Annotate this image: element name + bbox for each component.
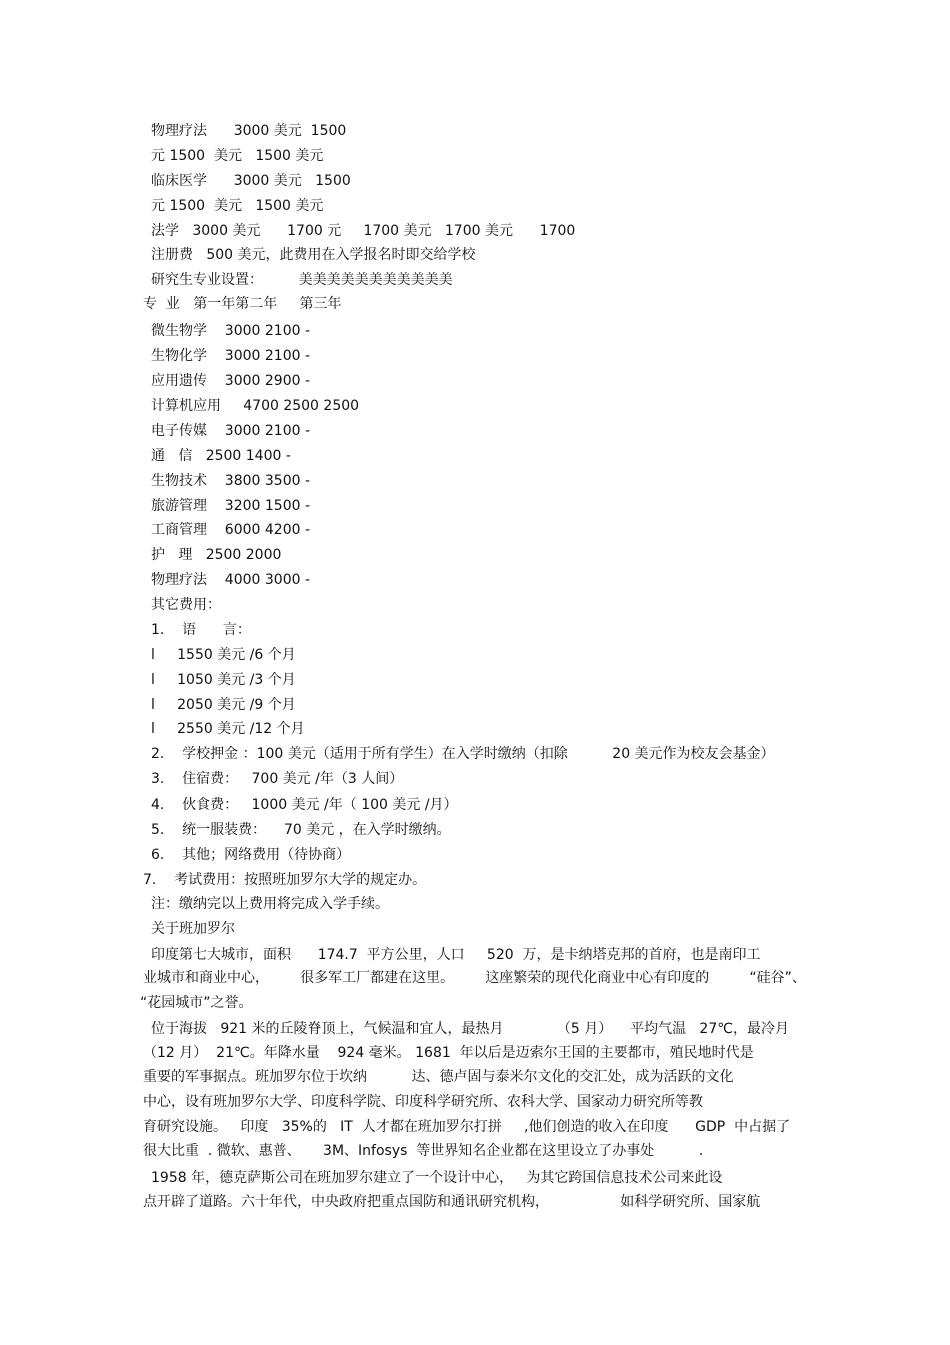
text-line: 5. 统一服装费： 70 美元 ，在入学时缴纳。: [151, 822, 451, 838]
text-line: 点开辟了道路。六十年代，中央政府把重点国防和通讯研究机构， 如科学研究所、国家航: [143, 1194, 761, 1210]
text-line: 物理疗法 3000 美元 1500: [151, 123, 347, 139]
text-line: 计算机应用 4700 2500 2500: [151, 398, 360, 414]
text-line: 关于班加罗尔: [151, 921, 235, 937]
text-line: l 2550 美元 /12 个月: [151, 721, 305, 737]
text-line: 其它费用：: [151, 597, 221, 613]
text-line: 工商管理 6000 4200 -: [151, 522, 311, 538]
text-line: 电子传媒 3000 2100 -: [151, 423, 311, 439]
text-line: 元 1500 美元 1500 美元: [151, 198, 324, 214]
text-line: 通 信 2500 1400 -: [151, 448, 291, 464]
text-line: 印度第七大城市，面积 174.7 平方公里，人口 520 万，是卡纳塔克邦的首府，也是南印工: [151, 947, 761, 963]
text-line: 注：缴纳完以上费用将完成入学手续。: [151, 896, 389, 912]
text-line: 法学 3000 美元 1700 元 1700 美元 1700 美元 1700: [151, 223, 576, 239]
text-line: l 1550 美元 /6 个月: [151, 647, 296, 663]
text-line: （12 月） 21℃。年降水量 924 毫米。 1681 年以后是迈索尔王国的主要都市，殖民地时代是: [143, 1045, 754, 1061]
text-line: 物理疗法 4000 3000 -: [151, 572, 311, 588]
text-line: 生物化学 3000 2100 -: [151, 348, 311, 364]
text-line: 微生物学 3000 2100 -: [151, 323, 311, 339]
text-line: 很大比重 . 微软、惠普、 3M、Infosys 等世界知名企业都在这里设立了办事处 .: [143, 1143, 704, 1159]
text-line: 业城市和商业中心， 很多军工厂都建在这里。 这座繁荣的现代化商业中心有印度的 “硅谷”、: [143, 970, 806, 986]
text-line: 3. 住宿费： 700 美元 /年（3 人间）: [151, 771, 404, 787]
text-line: 1. 语 言：: [151, 622, 251, 638]
text-line: l 1050 美元 /3 个月: [151, 672, 296, 688]
text-line: 重要的军事据点。班加罗尔位于坎纳 达、德卢固与泰米尔文化的交汇处，成为活跃的文化: [143, 1069, 734, 1085]
text-line: 专 业 第一年第二年 第三年: [143, 296, 342, 312]
text-line: l 2050 美元 /9 个月: [151, 697, 296, 713]
text-line: 2. 学校押金 ：100 美元（适用于所有学生）在入学时缴纳（扣除 20 美元作为校友会基金）: [151, 746, 775, 762]
text-line: 生物技术 3800 3500 -: [151, 473, 311, 489]
text-line: 元 1500 美元 1500 美元: [151, 148, 324, 164]
text-line: 6. 其他；网络费用（待协商）: [151, 847, 351, 863]
text-line: 护 理 2500 2000: [151, 547, 282, 563]
text-line: 育研究设施。 印度 35%的 IT 人才都在班加罗尔打拼 ,他们创造的收入在印度 GDP 中占据了: [143, 1119, 791, 1135]
text-line: 临床医学 3000 美元 1500: [151, 173, 351, 189]
text-line: 中心，设有班加罗尔大学、印度科学院、印度科学研究所、农科大学、国家动力研究所等教: [143, 1094, 703, 1110]
text-line: 研究生专业设置： 美美美美美美美美美美美: [151, 272, 453, 288]
text-line: 注册费 500 美元，此费用在入学报名时即交给学校: [151, 247, 476, 263]
text-line: 旅游管理 3200 1500 -: [151, 498, 311, 514]
text-line: “花园城市”之誉。: [140, 995, 253, 1011]
text-line: 4. 伙食费： 1000 美元 /年（ 100 美元 /月）: [151, 797, 458, 813]
text-line: 1958 年，德克萨斯公司在班加罗尔建立了一个设计中心， 为其它跨国信息技术公司来此设: [151, 1170, 723, 1186]
text-line: 位于海拔 921 米的丘陵脊顶上，气候温和宜人，最热月 （5 月） 平均气温 27℃，最冷月: [151, 1021, 789, 1037]
text-line: 7. 考试费用：按照班加罗尔大学的规定办。: [143, 872, 427, 888]
text-line: 应用遗传 3000 2900 -: [151, 373, 311, 389]
